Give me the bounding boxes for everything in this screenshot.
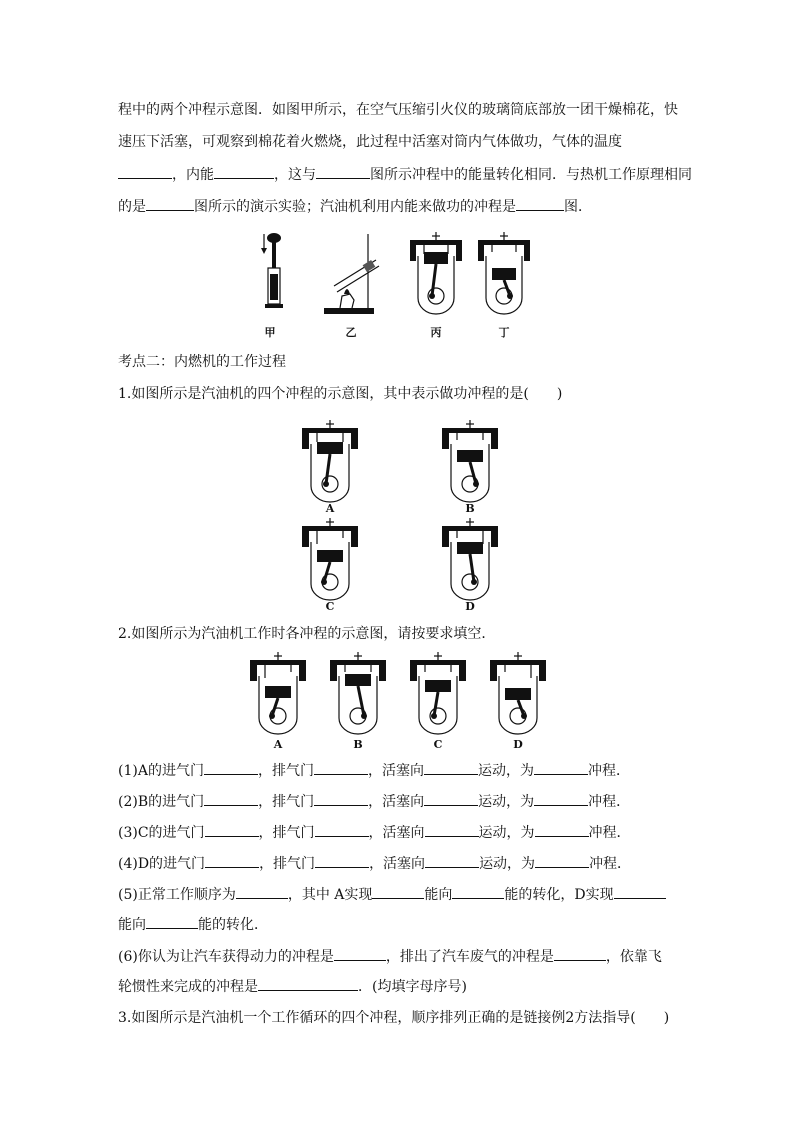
q2-6-exhaust-blank[interactable]	[554, 946, 606, 961]
q2-label-c: C	[433, 738, 443, 751]
q2-4-exhaust-blank[interactable]	[315, 853, 369, 868]
section-title: 考点二：内燃机的工作过程	[118, 354, 286, 370]
q2-part6-line2: 轮惯性来完成的冲程是 ．(均填字母序号)	[118, 976, 467, 997]
q2-row-1: (1)A的进气门 ，排气门 ，活塞向 运动，为 冲程．	[118, 760, 630, 781]
q2-4-intake-blank[interactable]	[205, 853, 259, 868]
q2-5-order-blank[interactable]	[236, 884, 288, 899]
q2-6-inertia-blank[interactable]	[258, 976, 358, 991]
q2-1-direction-blank[interactable]	[424, 760, 478, 775]
q2-3-stroke-blank[interactable]	[535, 822, 589, 837]
q2-6-power-blank[interactable]	[334, 946, 386, 961]
q2-1-exhaust-blank[interactable]	[314, 760, 368, 775]
q2-2-stroke-blank[interactable]	[534, 791, 588, 806]
q2-engine-c	[410, 650, 466, 736]
q2-label-b: B	[353, 738, 363, 751]
q2-row-2: (2)B的进气门 ，排气门 ，活塞向 运动，为 冲程．	[118, 791, 630, 812]
fig1-label-jia: 甲	[264, 326, 276, 339]
q2-part5-line2: 能向 能的转化．	[118, 914, 268, 935]
q1-label-d: D	[465, 600, 475, 613]
fig-bing-engine	[410, 230, 462, 316]
q2-text: 2.如图所示为汽油机工作时各冲程的示意图，请按要求填空．	[118, 626, 496, 642]
para1-line3: ，内能 ，这与 图所示冲程中的能量转化相同．与热机工作原理相同	[118, 164, 692, 185]
q2-1-stroke-blank[interactable]	[534, 760, 588, 775]
q2-row-3: (3)C的进气门 ，排气门 ，活塞向 运动，为 冲程．	[118, 822, 631, 843]
q1-engine-b	[442, 418, 498, 504]
q1-text: 1.如图所示是汽油机的四个冲程的示意图，其中表示做功冲程的是( )	[118, 386, 563, 402]
fig-yi-test-tube-steam	[320, 230, 380, 322]
q2-5-d-to-blank[interactable]	[146, 914, 198, 929]
para1-line1: 程中的两个冲程示意图．如图甲所示，在空气压缩引火仪的玻璃筒底部放一团干燥棉花，快	[118, 102, 678, 118]
fig-ding-engine	[478, 230, 530, 316]
q2-3-exhaust-blank[interactable]	[315, 822, 369, 837]
q2-part6-line1: (6)你认为让汽车获得动力的冲程是 ，排出了汽车废气的冲程是 ，依靠飞	[118, 946, 662, 967]
q2-5-a-to-blank[interactable]	[452, 884, 504, 899]
q2-4-stroke-blank[interactable]	[535, 853, 589, 868]
q2-5-d-from-blank[interactable]	[614, 884, 666, 899]
q2-engine-d	[490, 650, 546, 736]
q2-2-direction-blank[interactable]	[424, 791, 478, 806]
para1-line4: 的是 图所示的演示实验；汽油机利用内能来做功的冲程是 图．	[118, 196, 592, 217]
fig1-label-bing: 丙	[430, 326, 442, 339]
q2-3-direction-blank[interactable]	[425, 822, 479, 837]
fig-jia-compression-igniter	[255, 230, 285, 322]
q2-2-exhaust-blank[interactable]	[314, 791, 368, 806]
q2-4-direction-blank[interactable]	[425, 853, 479, 868]
q2-label-d: D	[513, 738, 523, 751]
q2-part5-line1: (5)正常工作顺序为 ，其中 A实现 能向 能的转化，D实现	[118, 884, 666, 905]
q2-2-intake-blank[interactable]	[204, 791, 258, 806]
blank-figure[interactable]	[316, 164, 370, 179]
q2-3-intake-blank[interactable]	[205, 822, 259, 837]
q1-engine-a	[302, 418, 358, 504]
q2-engine-a	[250, 650, 306, 736]
q2-engine-b	[330, 650, 386, 736]
q1-label-b: B	[465, 502, 475, 515]
q2-row-4: (4)D的进气门 ，排气门 ，活塞向 运动，为 冲程．	[118, 853, 631, 874]
blank-temperature[interactable]	[118, 164, 172, 179]
blank-internal-energy[interactable]	[214, 164, 274, 179]
fig1-label-ding: 丁	[498, 326, 510, 339]
para1-line2: 速压下活塞，可观察到棉花着火燃烧，此过程中活塞对筒内气体做功，气体的温度	[118, 134, 622, 150]
q1-engine-d	[442, 516, 498, 602]
q2-1-intake-blank[interactable]	[204, 760, 258, 775]
blank-stroke[interactable]	[516, 196, 564, 211]
q1-label-a: A	[325, 502, 335, 515]
q3-text: 3.如图所示是汽油机一个工作循环的四个冲程，顺序排列正确的是链接例2方法指导( )	[118, 1010, 670, 1026]
q1-label-c: C	[325, 600, 335, 613]
q2-label-a: A	[273, 738, 283, 751]
blank-demo[interactable]	[146, 196, 194, 211]
q2-5-a-from-blank[interactable]	[372, 884, 424, 899]
q1-engine-c	[302, 516, 358, 602]
fig1-label-yi: 乙	[345, 326, 357, 339]
